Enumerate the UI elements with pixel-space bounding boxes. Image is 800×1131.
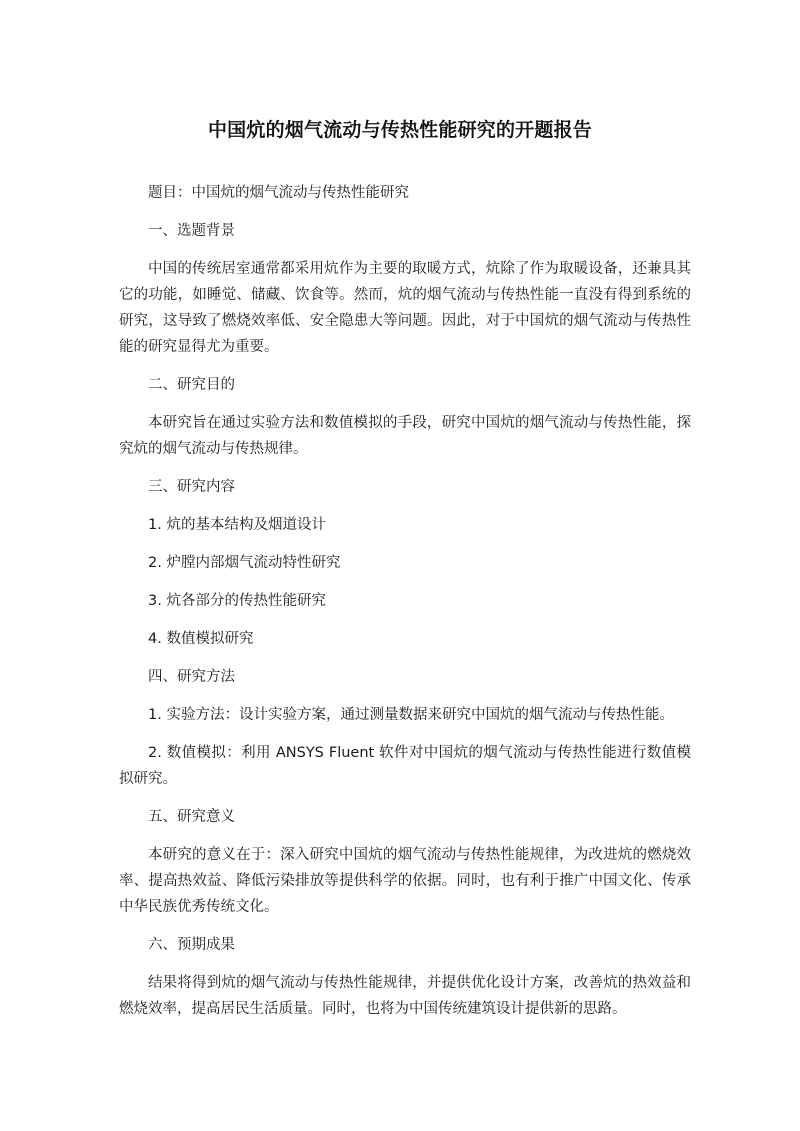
section-heading-outcomes: 六、预期成果 xyxy=(148,937,235,953)
section-text-purpose: 本研究旨在通过实验方法和数值模拟的手段，研究中国炕的烟气流动与传热性能，探究炕的烟气流动与传热规律。 xyxy=(119,415,691,457)
section-text-significance: 本研究的意义在于：深入研究中国炕的烟气流动与传热性能规律，为改进炕的燃烧效率、提高热效益、降低污染排放等提供科学的依据。同时，也有利于推广中国文化、传承中华民族优秀传统文化。 xyxy=(119,847,691,915)
method-item: 2. 数值模拟：利用 ANSYS Fluent 软件对中国炕的烟气流动与传热性能进行数值模拟研究。 xyxy=(119,745,691,787)
content-item: 1. 炕的基本结构及烟道设计 xyxy=(148,517,326,533)
content-item: 2. 炉膛内部烟气流动特性研究 xyxy=(148,555,341,571)
section-heading-purpose: 二、研究目的 xyxy=(148,377,235,393)
section-heading-content: 三、研究内容 xyxy=(148,479,235,495)
section-text-outcomes: 结果将得到炕的烟气流动与传热性能规律，并提供优化设计方案，改善炕的热效益和燃烧效率，提高居民生活质量。同时，也将为中国传统建筑设计提供新的思路。 xyxy=(119,975,691,1017)
method-item: 1. 实验方法：设计实验方案，通过测量数据来研究中国炕的烟气流动与传热性能。 xyxy=(148,707,674,723)
content-item: 3. 炕各部分的传热性能研究 xyxy=(148,593,326,609)
content-item: 4. 数值模拟研究 xyxy=(148,631,254,647)
section-heading-significance: 五、研究意义 xyxy=(148,809,235,825)
document-body xyxy=(119,180,691,1034)
topic-line: 题目：中国炕的烟气流动与传热性能研究 xyxy=(148,185,409,201)
section-heading-background: 一、选题背景 xyxy=(148,223,235,239)
document-title: 中国炕的烟气流动与传热性能研究的开题报告 xyxy=(207,119,592,141)
section-text-background: 中国的传统居室通常都采用炕作为主要的取暖方式，炕除了作为取暖设备，还兼具其它的功能，如睡觉、储藏、饮食等。然而，炕的烟气流动与传热性能一直没有得到系统的研究，这导致了燃烧效率低、安全隐患大等问题。因此，对于中国炕的烟气流动与传热性能的研究显得尤为重要。 xyxy=(119,261,691,355)
section-heading-methods: 四、研究方法 xyxy=(148,669,235,685)
